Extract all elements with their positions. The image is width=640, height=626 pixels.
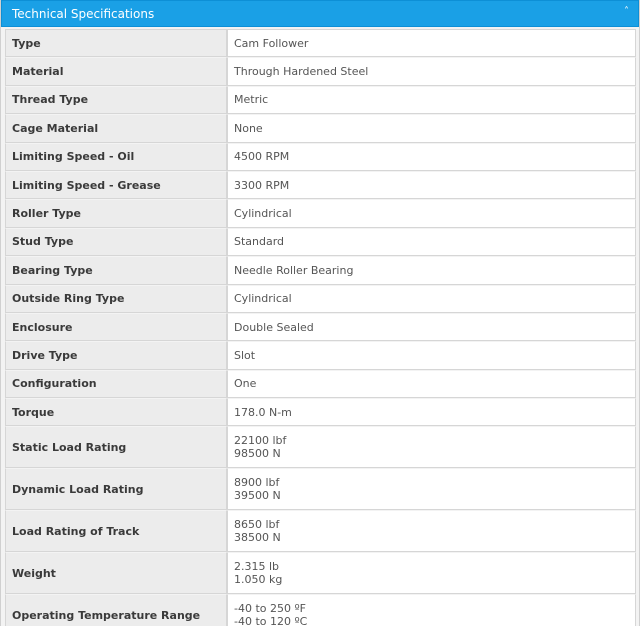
spec-row-weight (5, 552, 636, 594)
spec-label: Type (5, 29, 227, 57)
spec-row-operating-temperature-range (5, 594, 636, 626)
spec-label: Enclosure (5, 313, 227, 341)
spec-value: None (227, 114, 636, 142)
spec-value-line-1: 8900 lbf (234, 476, 280, 490)
spec-row-dynamic-load-rating (5, 468, 636, 510)
spec-label: Thread Type (5, 86, 227, 114)
collapse-icon[interactable]: ˄ (624, 6, 629, 17)
spec-value-line-2: 39500 N (234, 489, 281, 503)
spec-value: Double Sealed (227, 313, 636, 341)
spec-label: Static Load Rating (5, 426, 227, 468)
spec-value: Through Hardened Steel (227, 57, 636, 85)
spec-row-bearing-type (5, 256, 636, 284)
spec-value: Standard (227, 228, 636, 256)
spec-label: Outside Ring Type (5, 285, 227, 313)
spec-value-line-1: 2.315 lb (234, 560, 280, 574)
spec-value: Metric (227, 86, 636, 114)
spec-row-thread-type (5, 86, 636, 114)
spec-row-limiting-speed-grease (5, 171, 636, 199)
spec-row-limiting-speed-oil (5, 143, 636, 171)
spec-label: Load Rating of Track (5, 510, 227, 552)
spec-value-line-2: 38500 N (234, 531, 281, 545)
spec-value-line-2: -40 to 120 ºC (234, 615, 308, 626)
spec-label: Configuration (5, 370, 227, 398)
spec-label: Stud Type (5, 228, 227, 256)
spec-row-cage-material (5, 114, 636, 142)
spec-row-static-load-rating (5, 426, 636, 468)
spec-value-line-2: 1.050 kg (234, 573, 283, 587)
spec-row-stud-type (5, 228, 636, 256)
spec-label: Limiting Speed - Grease (5, 171, 227, 199)
spec-label: Drive Type (5, 341, 227, 369)
spec-value-line-1: 22100 lbf (234, 434, 287, 448)
spec-value: Cylindrical (227, 285, 636, 313)
spec-value: Needle Roller Bearing (227, 256, 636, 284)
panel-title: Technical Specifications (12, 7, 155, 21)
panel-header[interactable] (1, 0, 639, 27)
spec-row-material (5, 57, 636, 85)
spec-row-enclosure (5, 313, 636, 341)
spec-value: 4500 RPM (227, 143, 636, 171)
spec-value: 3300 RPM (227, 171, 636, 199)
spec-value (227, 552, 636, 594)
spec-label: Dynamic Load Rating (5, 468, 227, 510)
spec-value: One (227, 370, 636, 398)
spec-value: Cylindrical (227, 199, 636, 227)
spec-row-load-rating-of-track (5, 510, 636, 552)
spec-value (227, 426, 636, 468)
spec-value (227, 594, 636, 626)
spec-value-line-1: 8650 lbf (234, 518, 280, 532)
spec-label: Operating Temperature Range (5, 594, 227, 626)
spec-label: Roller Type (5, 199, 227, 227)
spec-value (227, 510, 636, 552)
spec-row-configuration (5, 370, 636, 398)
spec-value: Cam Follower (227, 29, 636, 57)
spec-value-line-2: 98500 N (234, 447, 281, 461)
spec-label: Material (5, 57, 227, 85)
spec-value-line-1: -40 to 250 ºF (234, 602, 307, 616)
spec-row-drive-type (5, 341, 636, 369)
spec-label: Bearing Type (5, 256, 227, 284)
spec-row-roller-type (5, 199, 636, 227)
spec-value (227, 468, 636, 510)
spec-label: Weight (5, 552, 227, 594)
spec-label: Cage Material (5, 114, 227, 142)
spec-label: Torque (5, 398, 227, 426)
spec-value: 178.0 N-m (227, 398, 636, 426)
spec-row-outside-ring-type (5, 285, 636, 313)
spec-row-torque (5, 398, 636, 426)
spec-label: Limiting Speed - Oil (5, 143, 227, 171)
specifications-table (5, 29, 636, 626)
spec-value: Slot (227, 341, 636, 369)
spec-row-type (5, 29, 636, 57)
